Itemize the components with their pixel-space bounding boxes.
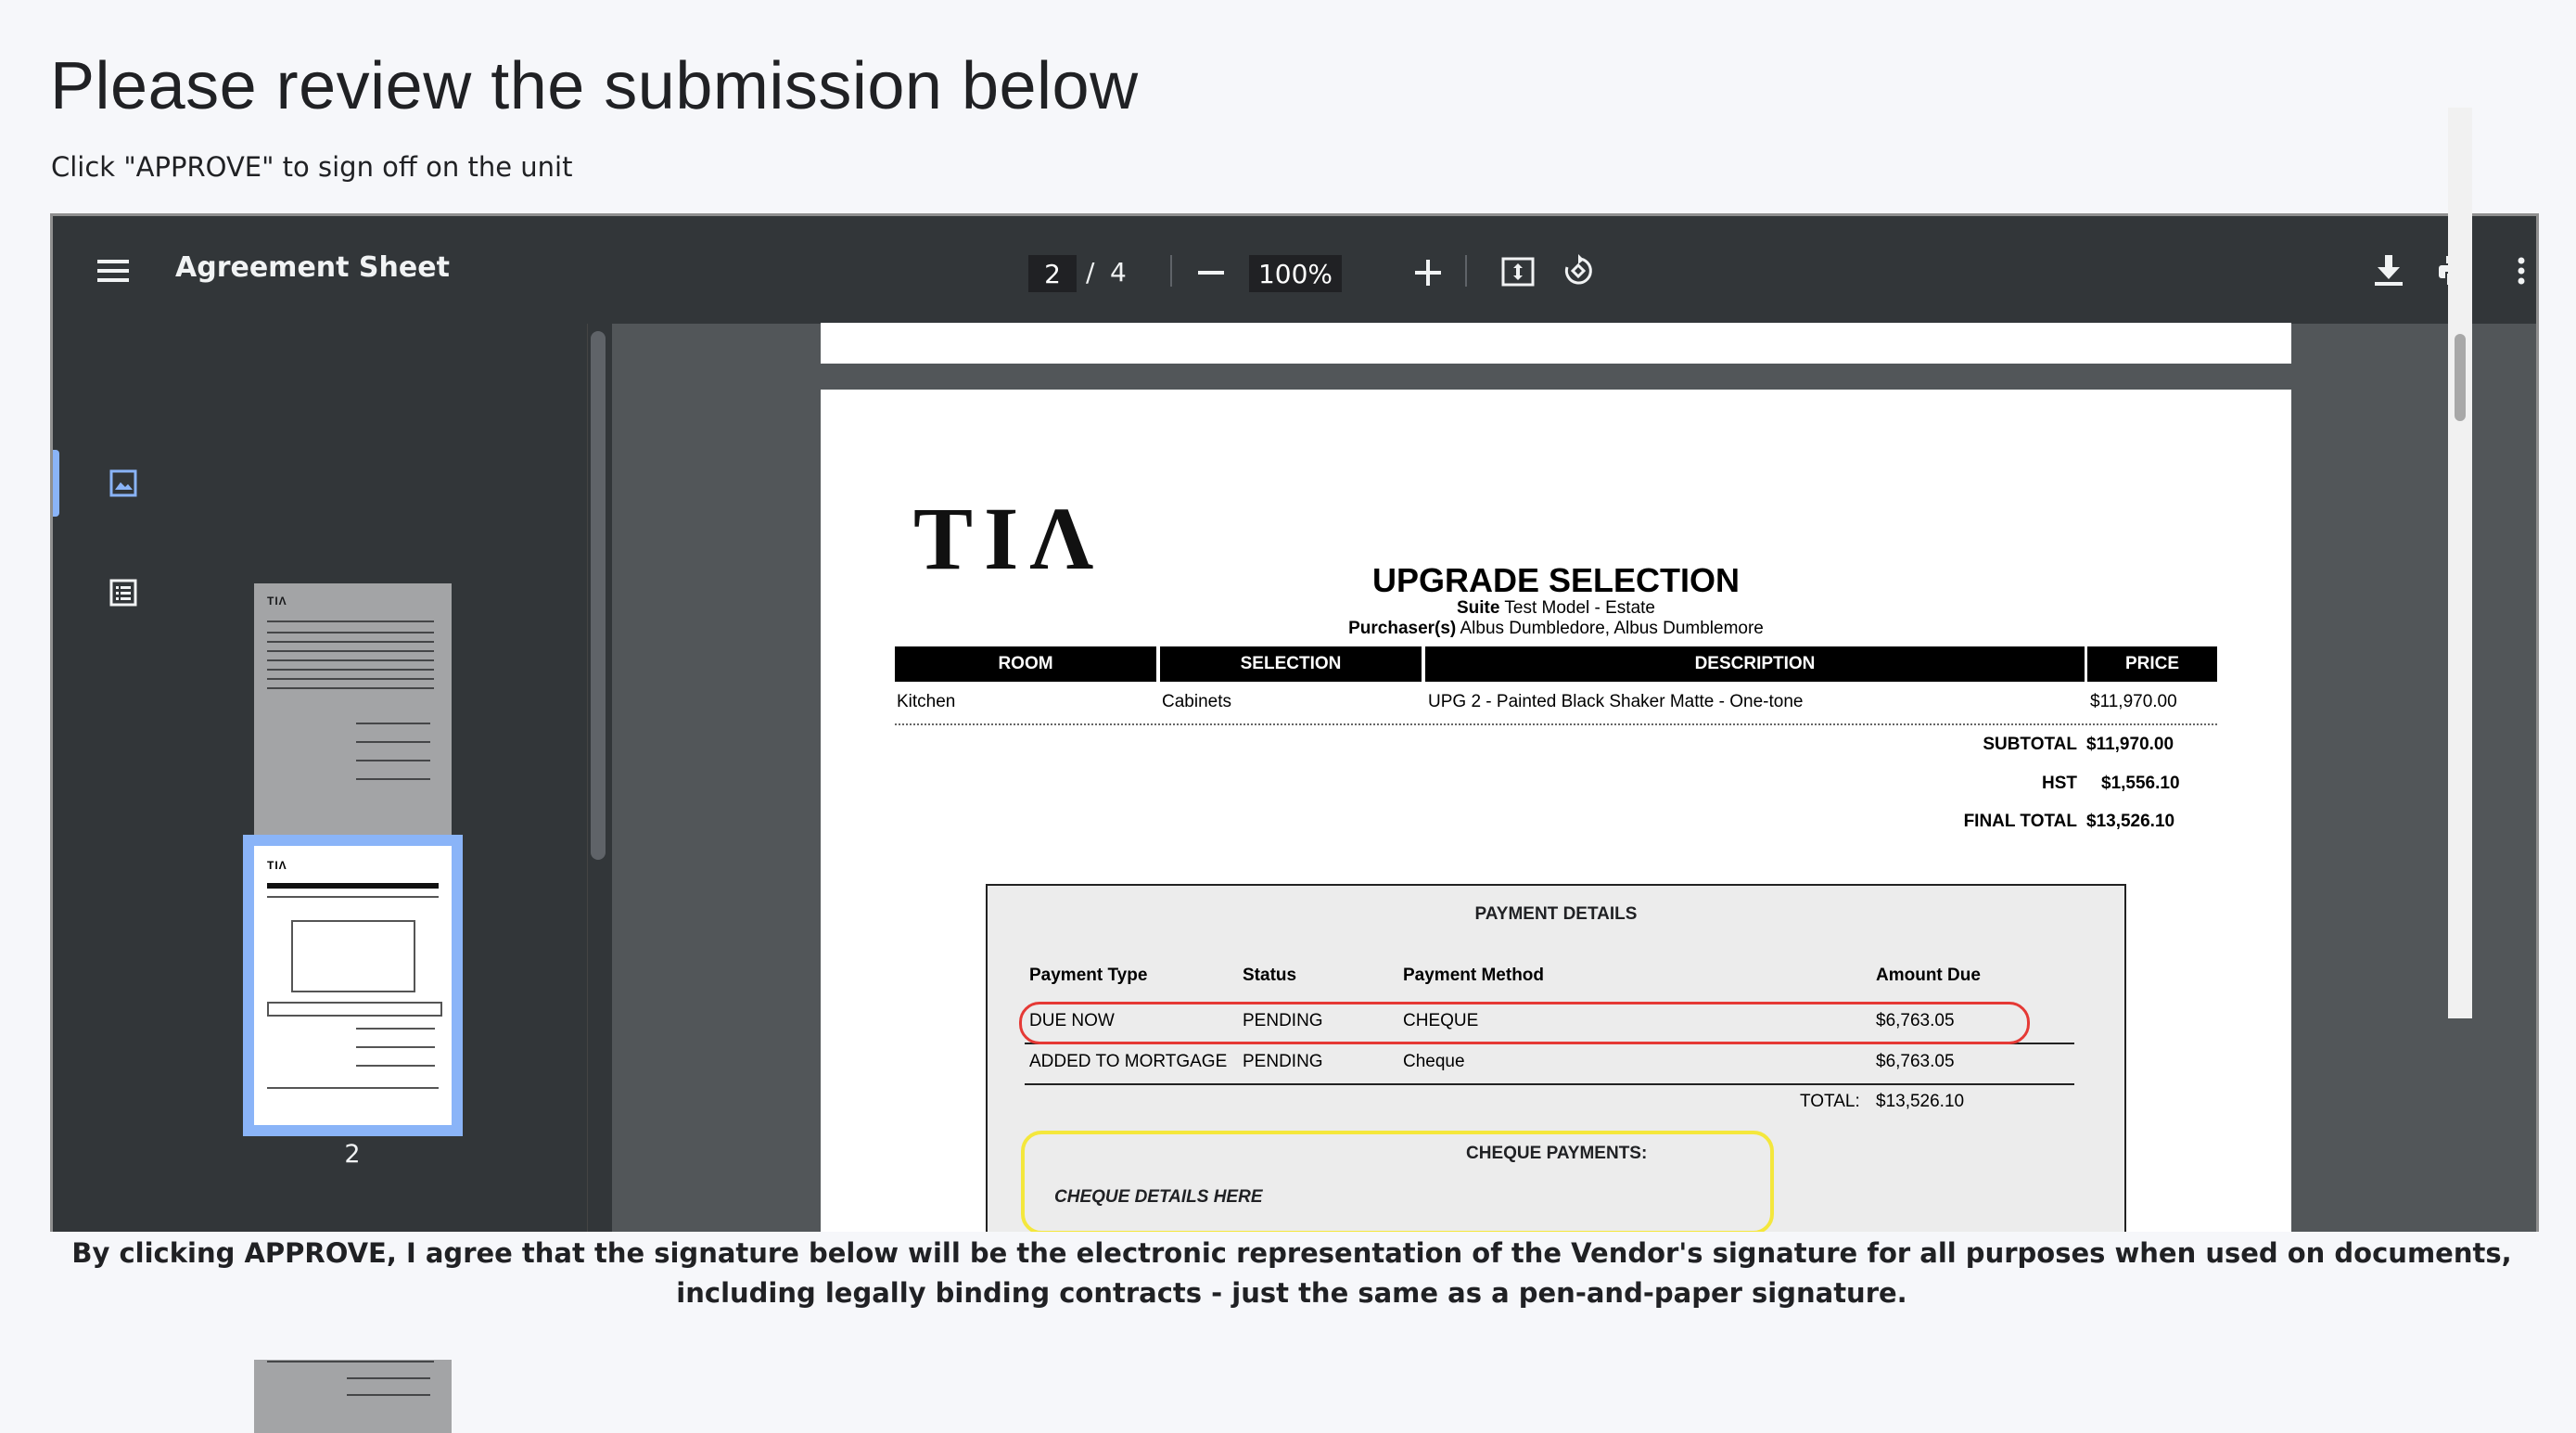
- suite-label: Suite: [1456, 598, 1500, 618]
- payment-row-status: PENDING: [1243, 1052, 1323, 1071]
- page-number-input[interactable]: 2: [1028, 255, 1077, 292]
- page-separator: /: [1086, 257, 1095, 288]
- side-tab-active-indicator: [53, 450, 59, 517]
- cell-selection: Cabinets: [1162, 692, 1231, 711]
- cell-description: UPG 2 - Painted Black Shaker Matte - One-tone: [1428, 692, 1804, 711]
- payment-column-status: Status: [1243, 966, 1297, 985]
- payment-column-method: Payment Method: [1403, 966, 1545, 985]
- payment-total-label: TOTAL:: [1800, 1092, 1860, 1111]
- cheque-payments-highlight: [1021, 1131, 1774, 1235]
- suite-value: Test Model - Estate: [1504, 598, 1655, 618]
- payment-row-type: ADDED TO MORTGAGE: [1029, 1052, 1228, 1071]
- due-now-highlight: [1019, 1002, 2030, 1044]
- viewer-toolbar: [53, 216, 2536, 324]
- thumbnail-number: 2: [344, 1140, 361, 1169]
- column-header-selection: SELECTION: [1160, 646, 1422, 682]
- payment-details-title: PAYMENT DETAILS: [1474, 904, 1638, 924]
- zoom-out-icon[interactable]: [1190, 251, 1232, 294]
- menu-icon[interactable]: [90, 248, 136, 294]
- page-thumbnail-1[interactable]: TIΛ: [254, 583, 452, 862]
- row-divider: [895, 723, 2217, 725]
- payment-column-type: Payment Type: [1029, 966, 1148, 985]
- payment-row-amount: $6,763.05: [1876, 1011, 1955, 1030]
- payment-column-amount: Amount Due: [1876, 966, 1981, 985]
- payment-row-type: DUE NOW: [1029, 1011, 1115, 1030]
- payment-row-amount: $6,763.05: [1876, 1052, 1955, 1071]
- final-total-value: $13,526.10: [2086, 812, 2175, 831]
- hst-label: HST: [2042, 774, 2077, 793]
- document-scrollbar-track[interactable]: [2448, 108, 2472, 1018]
- purchaser-label: Purchaser(s): [1348, 619, 1457, 638]
- previous-page-bottom: [821, 323, 2291, 364]
- sidebar-scrollbar-thumb[interactable]: [591, 331, 606, 860]
- page-title: Please review the submission below: [50, 49, 1139, 123]
- column-header-price: PRICE: [2087, 646, 2217, 682]
- zoom-in-icon[interactable]: [1407, 251, 1449, 294]
- column-header-room: ROOM: [895, 646, 1156, 682]
- thumbnails-icon[interactable]: [99, 459, 147, 507]
- zoom-level-input[interactable]: 100%: [1249, 255, 1342, 292]
- purchaser-value: Albus Dumbledore, Albus Dumblemore: [1460, 619, 1764, 638]
- fit-page-icon[interactable]: [1496, 249, 1540, 294]
- page-subtitle: Click "APPROVE" to sign off on the unit: [51, 151, 573, 183]
- column-header-description: DESCRIPTION: [1425, 646, 2085, 682]
- document-scrollbar-thumb[interactable]: [2455, 334, 2466, 421]
- document-heading: UPGRADE SELECTION: [1371, 561, 1741, 599]
- cell-room: Kitchen: [897, 692, 956, 711]
- suite-line: [821, 598, 2291, 619]
- cell-price: $11,970.00: [2090, 692, 2177, 711]
- more-vert-icon[interactable]: [2503, 248, 2540, 294]
- final-total-label: FINAL TOTAL: [1963, 812, 2077, 831]
- cheque-payments-title: CHEQUE PAYMENTS:: [1466, 1144, 1648, 1163]
- payment-row-method: Cheque: [1403, 1052, 1465, 1071]
- subtotal-value: $11,970.00: [2086, 735, 2174, 754]
- company-logo: TIΛ: [913, 489, 1105, 588]
- cheque-details-text: CHEQUE DETAILS HERE: [1054, 1187, 1263, 1207]
- subtotal-label: SUBTOTAL: [1983, 735, 2077, 754]
- payment-row-method: CHEQUE: [1403, 1011, 1479, 1030]
- toolbar-divider: [1465, 255, 1467, 287]
- thumbnail-sidebar: [53, 324, 587, 1235]
- payment-row-status: PENDING: [1243, 1011, 1323, 1030]
- page-total: 4: [1110, 257, 1127, 288]
- document-title: Agreement Sheet: [175, 251, 450, 284]
- outline-icon[interactable]: [99, 569, 147, 617]
- payment-details-box: [986, 884, 2126, 1277]
- toolbar-divider: [1170, 255, 1172, 287]
- payment-row-divider: [1025, 1083, 2074, 1085]
- rotate-icon[interactable]: [1555, 248, 1601, 294]
- payment-total-value: $13,526.10: [1876, 1092, 1965, 1111]
- hst-value: $1,556.10: [2101, 774, 2180, 793]
- purchaser-line: [821, 619, 2291, 639]
- page-thumbnail-2[interactable]: TIΛ: [254, 846, 452, 1125]
- download-icon[interactable]: [2366, 248, 2412, 294]
- document-page: [821, 390, 2291, 1252]
- consent-statement: By clicking APPROVE, I agree that the signature below will be the electronic representation of the Vendor's signature for all purposes when used on documents, including legally binding contracts - just the same as a pen-and-paper signature.: [71, 1237, 2512, 1309]
